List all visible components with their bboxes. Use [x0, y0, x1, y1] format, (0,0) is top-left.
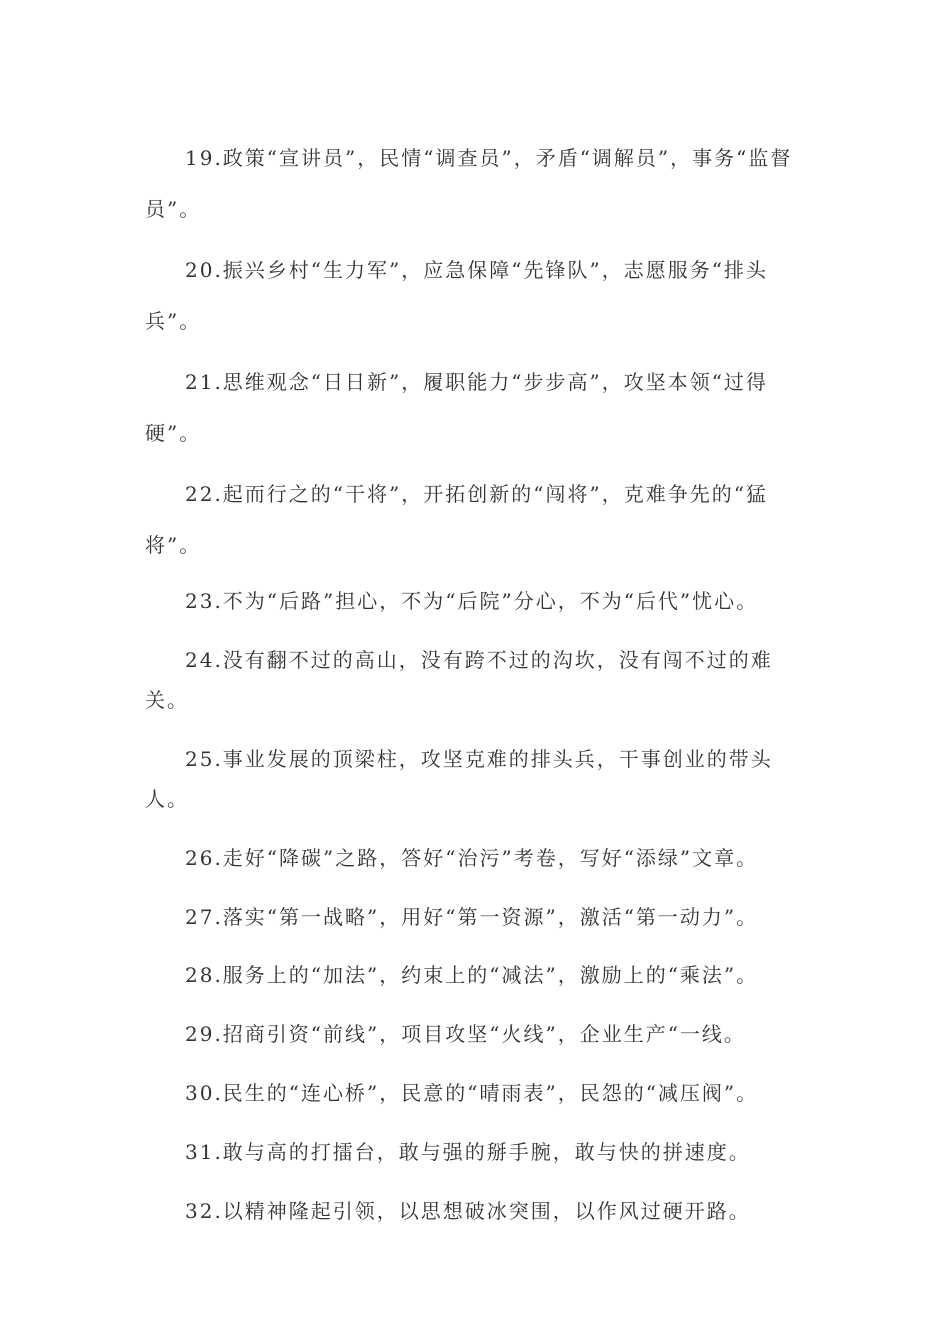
paragraph-30: 30.民生的“连心桥”，民意的“晴雨表”，民怨的“减压阀”。 [185, 1081, 759, 1106]
paragraph-28: 28.服务上的“加法”，约束上的“减法”，激励上的“乘法”。 [185, 963, 759, 988]
paragraph-23: 23.不为“后路”担心，不为“后院”分心，不为“后代”忧心。 [185, 589, 759, 613]
paragraph-32: 32.以精神隆起引领，以思想破冰突围，以作风过硬开路。 [185, 1199, 751, 1224]
paragraph-26: 26.走好“降碳”之路，答好“治污”考卷，写好“添绿”文章。 [185, 845, 759, 870]
paragraph-19: 19.政策“宣讲员”，民情“调查员”，矛盾“调解员”，事务“监督员”。 [145, 146, 793, 221]
paragraph-20: 20.振兴乡村“生力军”，应急保障“先锋队”，志愿服务“排头兵”。 [145, 258, 768, 333]
paragraph-24: 24.没有翻不过的高山，没有跨不过的沟坎，没有闯不过的难关。 [145, 647, 773, 712]
paragraph-31: 31.敢与高的打擂台，敢与强的掰手腕，敢与快的拼速度。 [185, 1140, 751, 1165]
paragraph-25: 25.事业发展的顶梁柱，攻坚克难的排头兵，干事创业的带头人。 [145, 746, 773, 811]
document-body [145, 133, 810, 1250]
paragraph-22: 22.起而行之的“干将”，开拓创新的“闯将”，克难争先的“猛将”。 [145, 482, 768, 557]
paragraph-29: 29.招商引资“前线”，项目攻坚“火线”，企业生产“一线。 [185, 1022, 746, 1047]
paragraph-27: 27.落实“第一战略”，用好“第一资源”，激活“第一动力”。 [185, 904, 759, 929]
paragraph-21: 21.思维观念“日日新”，履职能力“步步高”，攻坚本领“过得硬”。 [145, 370, 768, 445]
